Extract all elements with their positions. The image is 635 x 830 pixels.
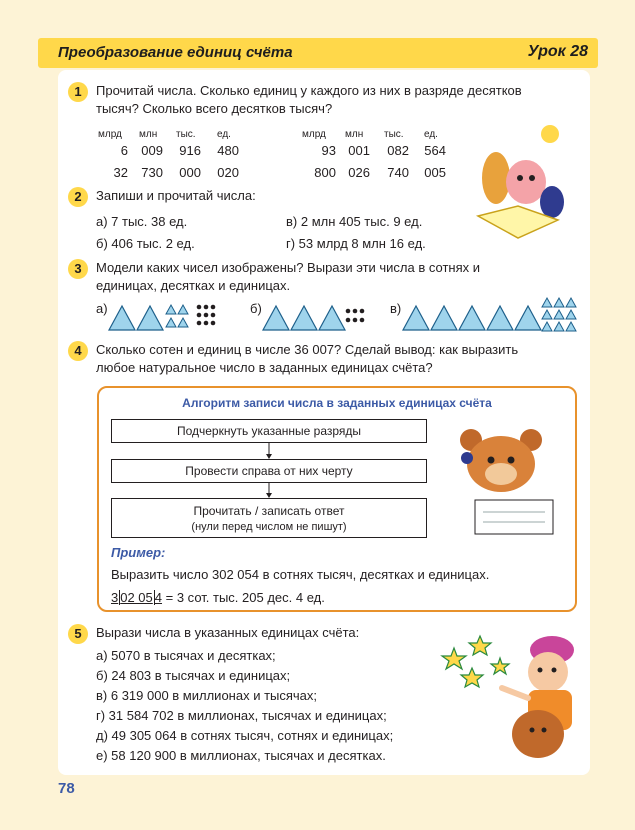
task2-text: Запиши и прочитай числа: (96, 188, 256, 203)
task5-item: а) 5070 в тысячах и десятках; (96, 648, 276, 663)
task3-text-line2: единицах, десятках и единицах. (96, 278, 291, 293)
number-model-b (262, 300, 372, 332)
task2-item-a: а) 7 тыс. 38 ед. (96, 214, 188, 229)
column-header: млрд (302, 129, 326, 140)
column-header: млн (345, 129, 364, 140)
table-cell: 916 (179, 143, 201, 158)
algorithm-step-3 (111, 498, 427, 538)
table-cell: 32 (113, 165, 128, 180)
algorithm-step-3-line2: (нули перед числом не пишут) (191, 521, 347, 533)
task2-item-v: в) 2 млн 405 тыс. 9 ед. (286, 214, 423, 229)
task-number-3: 3 (68, 259, 88, 279)
table-cell: 000 (179, 165, 201, 180)
algorithm-step-3-line1: Прочитать / записать ответ (193, 504, 345, 518)
task-number-2: 2 (68, 187, 88, 207)
example-label: Пример: (111, 545, 166, 560)
bird-icon (540, 186, 564, 218)
notebook-icon (475, 500, 553, 534)
task5-item: е) 58 120 900 в миллионах, тысячах и десятках. (96, 748, 386, 763)
table-cell: 740 (387, 165, 409, 180)
task5-item: б) 24 803 в тысячах и единицах; (96, 668, 291, 683)
example-text: Выразить число 302 054 в сотнях тысяч, десятках и единицах. (111, 567, 490, 582)
kids-stars-illustration (440, 628, 580, 766)
pig-icon (506, 160, 546, 204)
page-number: 78 (58, 780, 75, 797)
table-cell: 6 (120, 143, 128, 158)
task1-text-line1: Прочитай числа. Сколько единиц у каждого из них в разряде десятков (96, 83, 522, 98)
bear-writing-illustration (445, 422, 565, 542)
algorithm-step-1: Подчеркнуть указанные разряды (111, 419, 427, 443)
example-part-1: 3 (111, 590, 119, 605)
bear-toy-icon (512, 710, 564, 758)
example-solution (111, 589, 325, 607)
example-part-3: 4 (154, 590, 163, 605)
table-cell: 001 (348, 143, 370, 158)
table-cell: 082 (387, 143, 409, 158)
task-number-1: 1 (68, 82, 88, 102)
model-label-b: б) (250, 301, 262, 316)
child-face-icon (528, 652, 568, 692)
number-model-v (402, 296, 580, 334)
task5-item: г) 31 584 702 в миллионах, тысячах и единицах; (96, 708, 387, 723)
task2-item-b: б) 406 тыс. 2 ед. (96, 236, 195, 251)
task4-text-line1: Сколько сотен и единиц в числе 36 007? Сделай вывод: как выразить (96, 342, 519, 357)
task3-text-line1: Модели каких чисел изображены? Вырази эти числа в сотнях и (96, 260, 481, 275)
star-icon (442, 648, 466, 669)
crow-icon (461, 452, 473, 464)
star-icon (469, 636, 491, 655)
number-model-a (108, 300, 223, 332)
task5-item: в) 6 319 000 в миллионах и тысячах; (96, 688, 318, 703)
lesson-label: Урок 28 (527, 43, 588, 60)
giraffe-icon (482, 152, 510, 204)
column-header: млн (139, 129, 158, 140)
star-icon (491, 658, 509, 674)
table-cell: 93 (321, 143, 336, 158)
table-cell: 730 (141, 165, 163, 180)
model-label-a: а) (96, 301, 108, 316)
task5-text: Вырази числа в указанных единицах счёта: (96, 625, 360, 640)
pointing-hand-icon (502, 688, 528, 698)
table-cell: 009 (141, 143, 163, 158)
column-header: ед. (217, 129, 231, 140)
table-cell: 026 (348, 165, 370, 180)
example-part-2: 02 05 (120, 590, 153, 605)
page-header (38, 38, 598, 68)
algorithm-title: Алгоритм записи числа в заданных единицах счёта (182, 396, 492, 410)
animals-reading-illustration (468, 120, 568, 244)
table-cell: 480 (217, 143, 239, 158)
sun-icon (541, 125, 559, 143)
column-header: тыс. (384, 129, 404, 140)
model-label-v: в) (390, 301, 402, 316)
table-cell: 564 (424, 143, 446, 158)
example-result: = 3 сот. тыс. 205 дес. 4 ед. (162, 590, 325, 605)
flow-arrows (264, 443, 274, 499)
task5-item: д) 49 305 064 в сотнях тысяч, сотнях и единицах; (96, 728, 394, 743)
column-header: ед. (424, 129, 438, 140)
table-cell: 800 (314, 165, 336, 180)
task-number-4: 4 (68, 341, 88, 361)
task2-item-g: г) 53 млрд 8 млн 16 ед. (286, 236, 426, 251)
algorithm-step-2: Провести справа от них черту (111, 459, 427, 483)
table-cell: 020 (217, 165, 239, 180)
column-header: тыс. (176, 129, 196, 140)
star-icon (461, 668, 483, 687)
task-number-5: 5 (68, 624, 88, 644)
column-header: млрд (98, 129, 122, 140)
page-title: Преобразование единиц счёта (58, 44, 293, 61)
task1-text-line2: тысяч? Сколько всего десятков тысяч? (96, 101, 333, 116)
task4-text-line2: любое натуральное число в заданных единицах счёта? (96, 360, 433, 375)
algorithm-box (97, 386, 577, 612)
table-cell: 005 (424, 165, 446, 180)
